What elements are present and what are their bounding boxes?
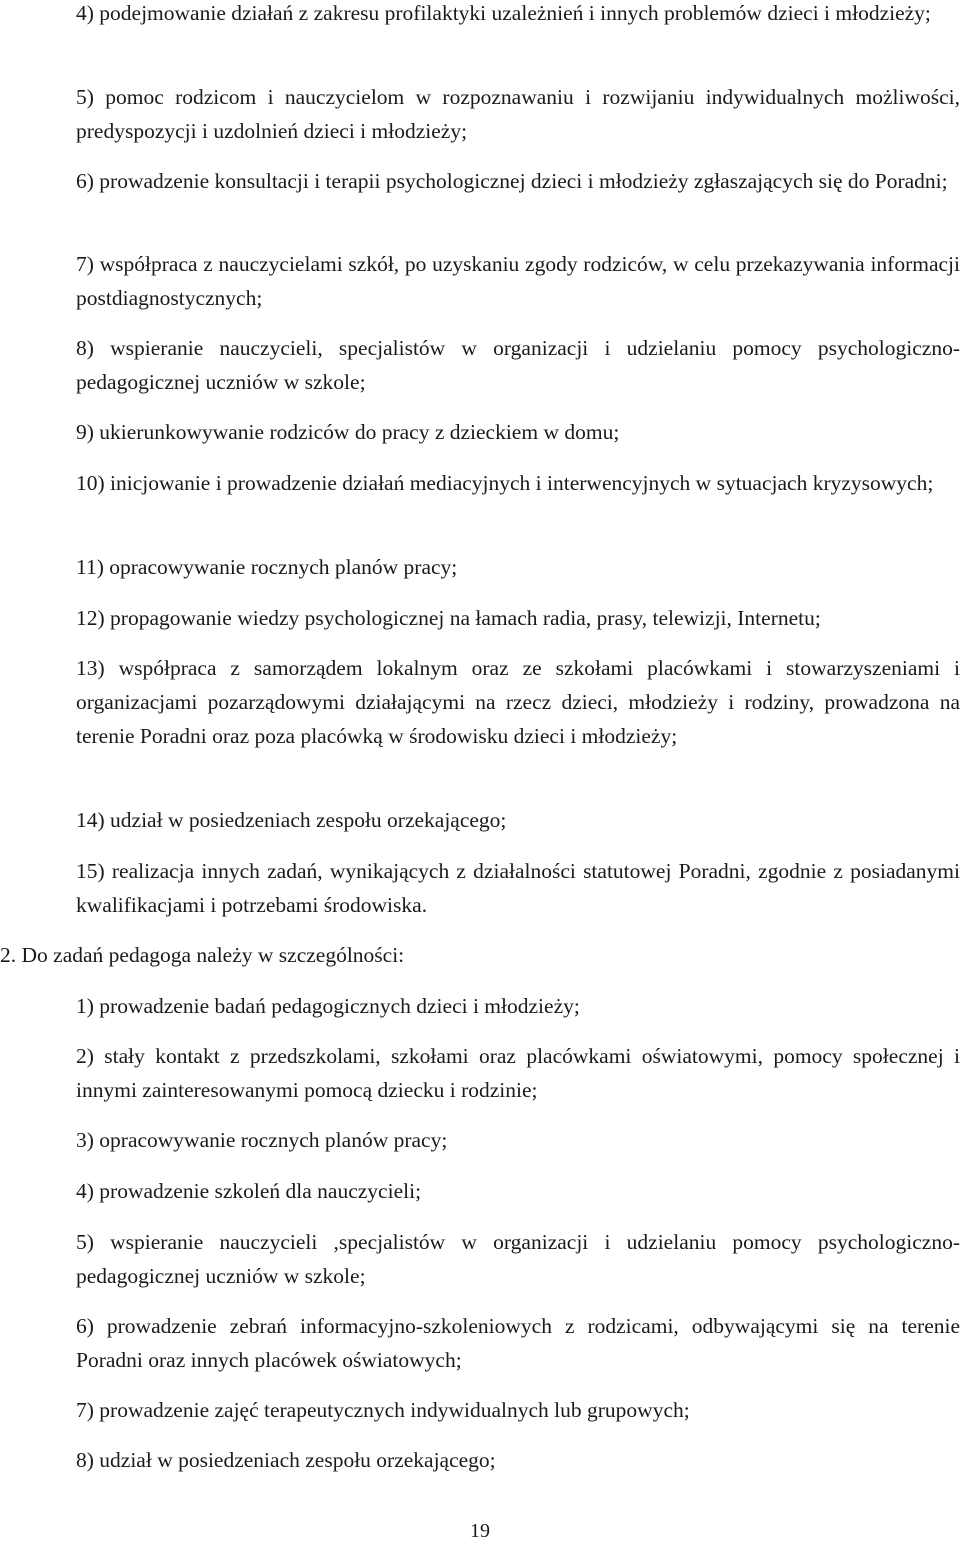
list-item-s2-7: 7) prowadzenie zajęć terapeutycznych indywidualnych lub grupowych; bbox=[76, 1398, 690, 1422]
list-item-s1-9: 9) ukierunkowywanie rodziców do pracy z dzieckiem w domu; bbox=[76, 420, 620, 444]
list-item-s1-5: 5) pomoc rodzicom i nauczycielom w rozpoznawaniu i rozwijaniu indywidualnych możliwości, predyspozycji i uzdolnień dzieci i młodzieży; bbox=[76, 85, 960, 143]
list-item-s2-2: 2) stały kontakt z przedszkolami, szkołami oraz placówkami oświatowymi, pomocy społecznej i innymi zainteresowanymi pomocą dziecku i rodzinie; bbox=[76, 1044, 960, 1102]
list-item-s1-7: 7) współpraca z nauczycielami szkół, po uzyskaniu zgody rodziców, w celu przekazywania informacji postdiagnostycznych; bbox=[76, 252, 960, 310]
list-item-s2-5: 5) wspieranie nauczycieli ,specjalistów w organizacji i udzielaniu pomocy psychologiczno-pedagogicznej uczniów w szkole; bbox=[76, 1230, 960, 1288]
list-item-s1-10: 10) inicjowanie i prowadzenie działań mediacyjnych i interwencyjnych w sytuacjach kryzysowych; bbox=[76, 471, 934, 495]
list-item-s2-4: 4) prowadzenie szkoleń dla nauczycieli; bbox=[76, 1179, 422, 1203]
section-heading: 2. Do zadań pedagoga należy w szczególności: bbox=[0, 943, 405, 967]
page-number: 19 bbox=[470, 1520, 490, 1542]
list-item-s1-4: 4) podejmowanie działań z zakresu profilaktyki uzależnień i innych problemów dzieci i młodzieży; bbox=[76, 1, 931, 25]
list-item-s2-8: 8) udział w posiedzeniach zespołu orzekającego; bbox=[76, 1448, 496, 1472]
list-item-s1-12: 12) propagowanie wiedzy psychologicznej na łamach radia, prasy, telewizji, Internetu; bbox=[76, 606, 821, 630]
list-item-s1-13: 13) współpraca z samorządem lokalnym oraz ze szkołami placówkami i stowarzyszeniami i organizacjami pozarządowymi działającymi na rzecz dzieci, młodzieży i rodziny, prowadzona na terenie Poradni oraz poza placówką w środowisku dzieci i młodzieży; bbox=[76, 656, 960, 748]
list-item-s2-1: 1) prowadzenie badań pedagogicznych dzieci i młodzieży; bbox=[76, 994, 580, 1018]
list-item-s1-15: 15) realizacja innych zadań, wynikających z działalności statutowej Poradni, zgodnie z posiadanymi kwalifikacjami i potrzebami środowiska. bbox=[76, 859, 960, 917]
list-item-s1-14: 14) udział w posiedzeniach zespołu orzekającego; bbox=[76, 808, 507, 832]
list-item-s1-8: 8) wspieranie nauczycieli, specjalistów w organizacji i udzielaniu pomocy psychologiczno-pedagogicznej uczniów w szkole; bbox=[76, 336, 960, 394]
list-item-s1-11: 11) opracowywanie rocznych planów pracy; bbox=[76, 555, 458, 579]
list-item-s2-6: 6) prowadzenie zebrań informacyjno-szkoleniowych z rodzicami, odbywającymi się na terenie Poradni oraz innych placówek oświatowych; bbox=[76, 1314, 960, 1372]
list-item-s1-6: 6) prowadzenie konsultacji i terapii psychologicznej dzieci i młodzieży zgłaszających się do Poradni; bbox=[76, 169, 948, 193]
list-item-s2-3: 3) opracowywanie rocznych planów pracy; bbox=[76, 1128, 448, 1152]
